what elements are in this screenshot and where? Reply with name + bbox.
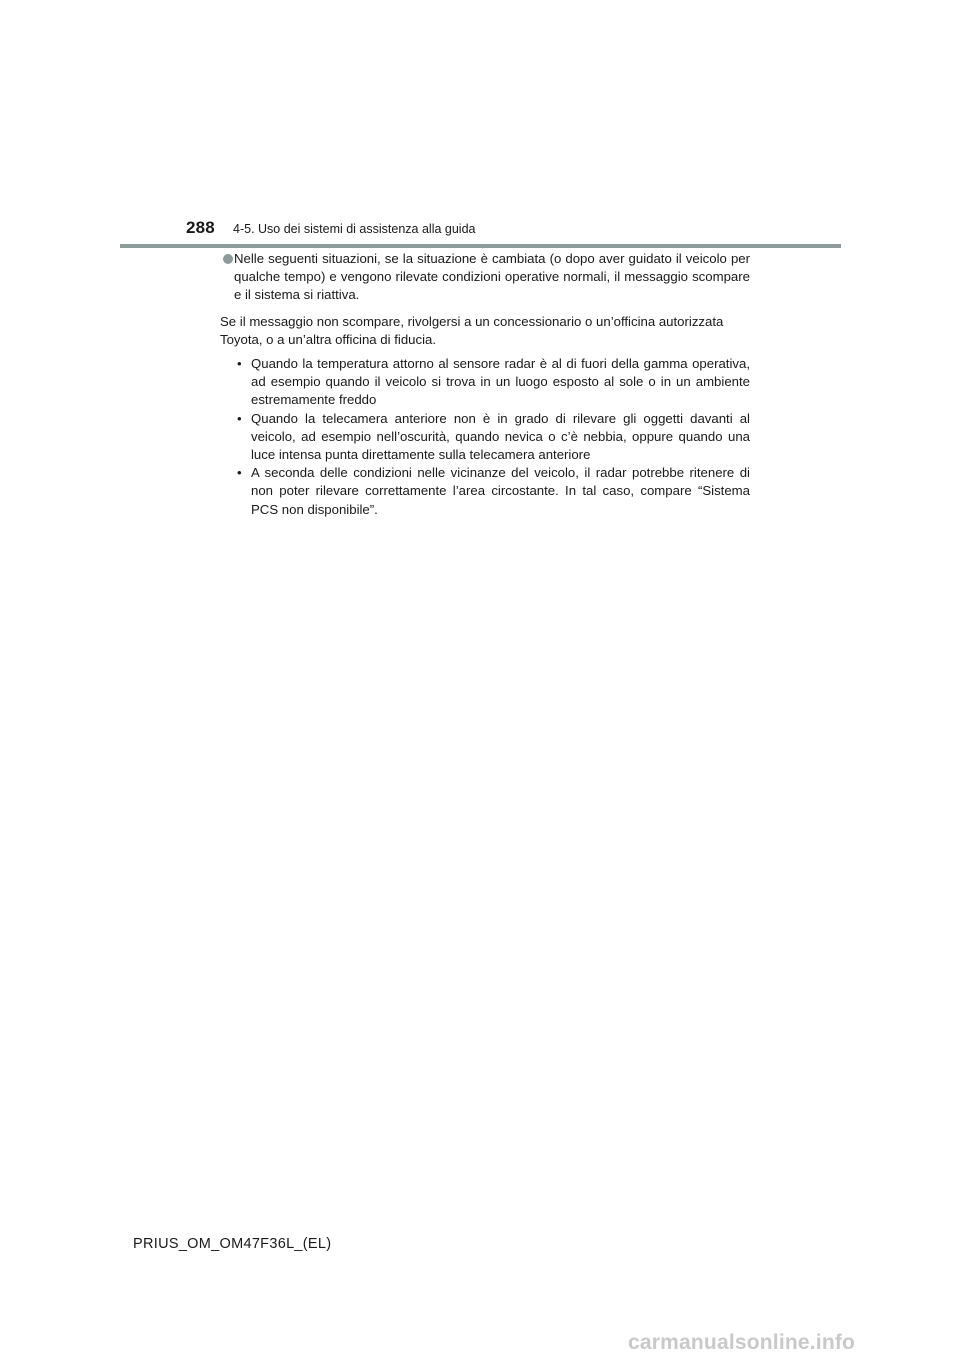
list-item (220, 355, 750, 410)
page-number: 288 (186, 218, 215, 237)
document-code: PRIUS_OM_OM47F36L_(EL) (133, 1236, 332, 1252)
list-bullet: • (237, 410, 242, 426)
watermark: carmanualsonline.info (628, 1331, 856, 1354)
list-bullet: • (237, 356, 242, 372)
list-item (220, 410, 750, 465)
bullet-paragraph-text: Nelle seguenti situazioni, se la situazione è cambiata (o dopo aver guidato il veicolo per qualche tempo) e vengono rilevate condizioni operative normali, il messaggio scompare e il sistema si riattiva. (234, 251, 750, 303)
list-item-text: A seconda delle condizioni nelle vicinanze del veicolo, il radar potrebbe ritenere di non poter rilevare correttamente l’area circostante. In tal caso, compare “Sistema PCS non disponibile”. (251, 465, 750, 517)
list-item (220, 464, 750, 519)
body-paragraph: Se il messaggio non scompare, rivolgersi a un concessionario o un’officina autorizzata Toyota, o a un’altra officina di fiducia. (220, 313, 724, 347)
list-bullet: • (237, 465, 242, 481)
list-item-text: Quando la temperatura attorno al sensore radar è al di fuori della gamma operativa, ad esempio quando il veicolo si trova in un luogo esposto al sole o in un ambiente estremamente freddo (251, 356, 750, 408)
section-title: 4-5. Uso dei sistemi di assistenza alla guida (233, 222, 476, 236)
list-item-text: Quando la telecamera anteriore non è in grado di rilevare gli oggetti davanti al veicolo, ad esempio nell’oscurità, quando nevica o c’è nebbia, oppure quando una luce intensa punta direttamente sulla telecamera anteriore (251, 410, 750, 463)
circle-bullet-icon (223, 254, 233, 264)
condition-list (220, 355, 750, 519)
page-content (220, 250, 750, 519)
header-divider (120, 244, 841, 248)
bullet-paragraph (220, 250, 750, 305)
